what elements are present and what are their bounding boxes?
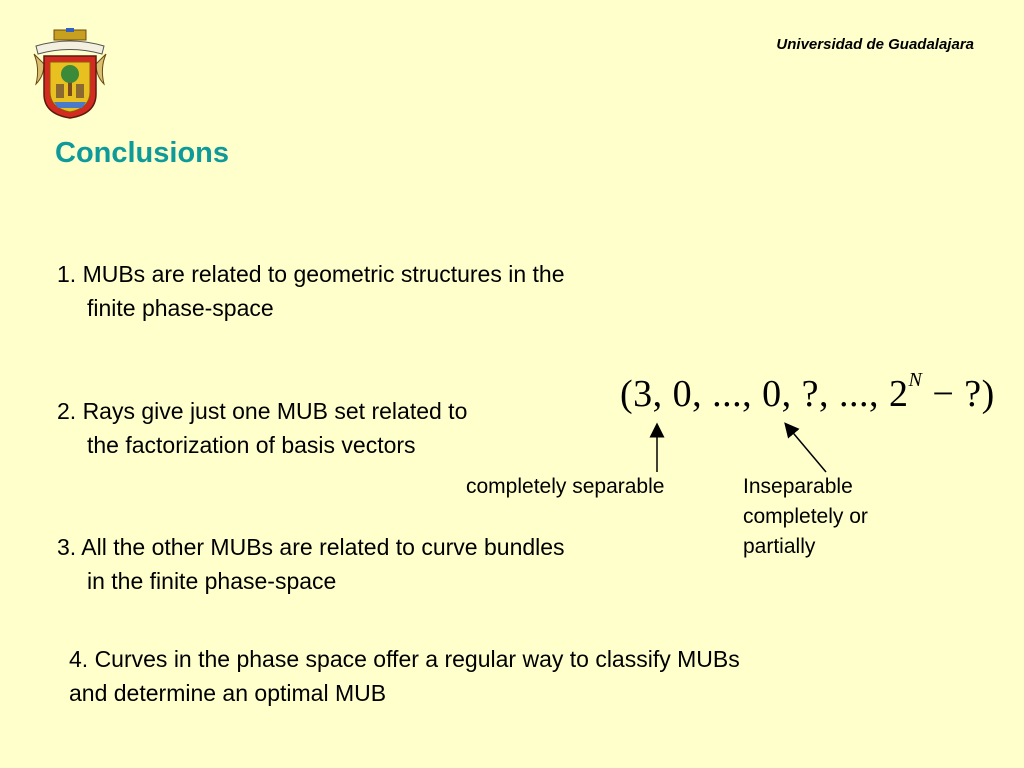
- inseparable-arrow: [789, 428, 826, 472]
- point-2-line-2: the factorization of basis vectors: [87, 432, 416, 458]
- inseparable-label: [743, 472, 933, 562]
- inseparable-line-2: completely or: [743, 505, 868, 528]
- inseparable-line-3: partially: [743, 535, 816, 558]
- conclusion-point-2: [57, 394, 467, 462]
- point-1-line-2: finite phase-space: [87, 295, 274, 321]
- point-2-line-1: 2. Rays give just one MUB set related to: [57, 398, 468, 424]
- point-3-line-1: 3. All the other MUBs are related to curve bundles: [57, 534, 565, 560]
- inseparable-line-1: Inseparable: [743, 475, 853, 498]
- conclusion-point-4: [69, 642, 740, 710]
- conclusion-point-1: [57, 257, 565, 325]
- slide-title: Conclusions: [55, 137, 230, 169]
- separable-label: completely separable: [466, 475, 665, 498]
- university-name: Universidad de Guadalajara: [776, 36, 974, 53]
- formula-tail: − ?): [922, 373, 995, 415]
- point-4-line-1: 4. Curves in the phase space offer a regular way to classify MUBs: [69, 646, 740, 672]
- formula-exponent: N: [908, 369, 923, 391]
- university-coat-of-arms-icon: [32, 28, 108, 120]
- conclusion-point-3: [57, 530, 565, 598]
- point-3-line-2: in the finite phase-space: [87, 568, 337, 594]
- formula-main: (3, 0, ..., 0, ?, ..., 2: [620, 373, 909, 415]
- point-4-line-2: and determine an optimal MUB: [69, 680, 387, 706]
- vector-formula: [620, 369, 995, 416]
- point-1-line-1: 1. MUBs are related to geometric structures in the: [57, 261, 565, 287]
- university-logo: [32, 28, 108, 120]
